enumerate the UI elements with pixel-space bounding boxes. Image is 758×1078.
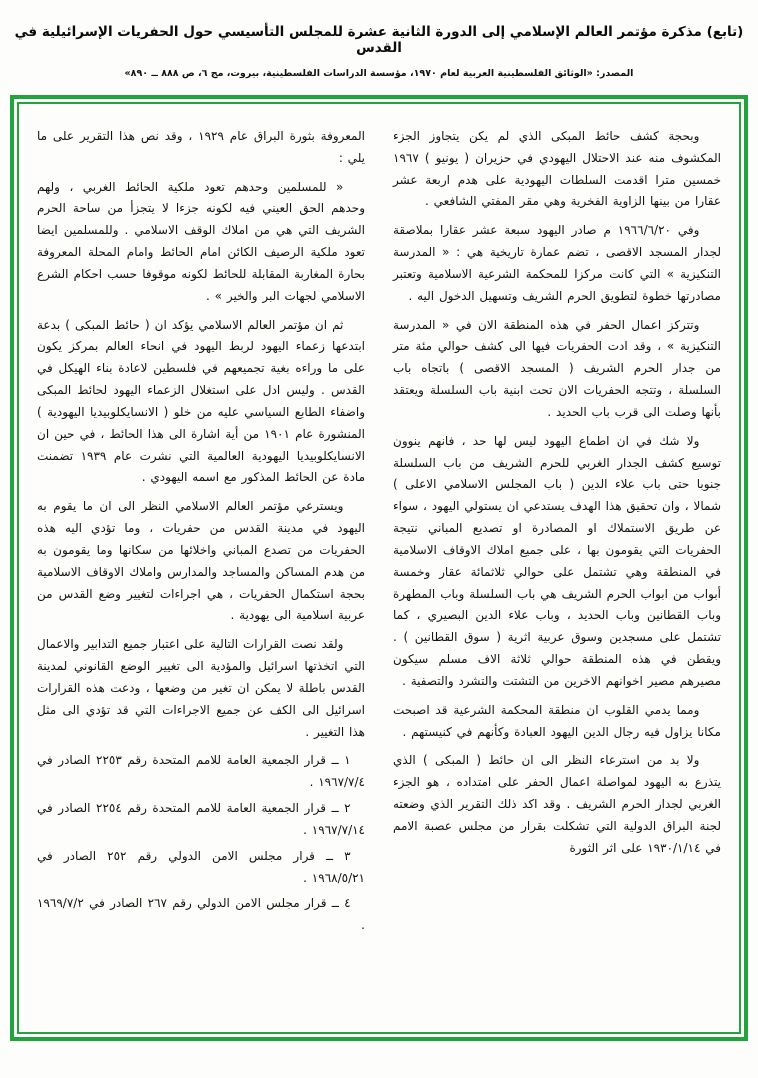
paragraph: وفي ١٩٦٦/٦/٢٠ م صادر اليهود سبعة عشر عقارا بملاصقة لجدار المسجد الاقصى ، تضم عمارة تاريخية هي : « المدرسة التنكيزية » التي كانت مركزا للمحكمة الشرعية الاسلامية وتعتبر مصادرتها خطوة لتطويق الحرم الشريف وتسهيل الدخول اليه . xyxy=(393,223,721,303)
resolution-item: ٢ ــ قرار الجمعية العامة للامم المتحدة رقم ٢٢٥٤ الصادر في ١٩٦٧/٧/١٤ . xyxy=(37,801,365,837)
paragraph: ويسترعي مؤتمر العالم الاسلامي النظر الى ان ما يقوم به اليهود في مدينة القدس من حفريات ، وما تؤدي اليه هذه الحفريات من تصدع المباني واخلائها من سكانها وما يقومون به من هدم المساكن والمساجد والمدارس واملاك الاوقاف الاسلامية بحجة استكمال الحفريات ، هي اجراءات لتغيير وضع القدس من عربية اسلامية الى يهودية . xyxy=(37,499,365,623)
column-left xyxy=(37,126,365,1016)
paragraph: ولا شك في ان اطماع اليهود ليس لها حد ، فانهم ينوون توسيع كشف الجدار الغربي للحرم الشريف من باب السلسلة جنوبا حتى باب علاء الدين ( باب المجلس الاسلامي الاعلى ) شمالا ، وان تحقيق هذا الهدف يستدعي ان يستولي اليهود ، سواء عن طريق الاستملاك او المصادرة او تصديع المباني نتيجة الحفريات التي يقومون بها ، على جميع املاك الاوقاف الاسلامية في المنطقة وهي تشتمل على حوالي ثلاثمائة عقار وخمسة أبواب من ابواب الحرم الشريف هي باب السلسلة وباب المطهرة وباب القطانين وباب الحديد ، وباب علاء الدين البصيري ، كما تشتمل على مسجدين وسوق عربية اثرية ( سوق القطانين ) . ويقطن في هذه المنطقة حوالي ثلاثة الاف مسلم سيكون مصيرهم مصير اخوانهم الاخرين من التشتت والتشرد والتصفية . xyxy=(393,433,721,688)
paragraph: ولقد نصت القرارات التالية على اعتبار جميع التدابير والاعمال التي اتخذتها اسرائيل والمؤدية الى تغيير الوضع القانوني لمدينة القدس باطلة لا يمكن ان تغير من وضعها ، ودعت هذه القرارات اسرائيل الى الكف عن جميع الاجراءات التي قد تؤدي الى مثل هذا التغيير . xyxy=(37,637,365,739)
paragraph: وبحجة كشف حائط المبكى الذي لم يكن يتجاوز الجزء المكشوف منه عند الاحتلال اليهودي في حزيران ( يونيو ) ١٩٦٧ خمسين مترا اقدمت السلطات اليهودية على هدم اربعة عشر عقارا من بينها الزاوية الفخرية وهي مقر المفتي الشافعي . xyxy=(393,129,721,209)
document-header xyxy=(0,0,758,79)
document-title: (تابع) مذكرة مؤتمر العالم الإسلامي إلى الدورة الثانية عشرة للمجلس التأسيسي حول الحفريات الإسرائيلية في القدس xyxy=(14,24,744,56)
resolution-item: ١ ــ قرار الجمعية العامة للامم المتحدة رقم ٢٢٥٣ الصادر في ١٩٦٧/٧/٤ . xyxy=(37,753,365,790)
source-citation: المصدر: «الوثائق الفلسطينية العربية لعام ١٩٧٠، مؤسسة الدراسات الفلسطينية، بيروت، مج ٦، ص ٨٨٨ ــ ٨٩٠» xyxy=(124,68,634,79)
paragraph: وتتركز اعمال الحفر في هذه المنطقة الان في « المدرسة التنكيزية » ، وقد ادت الحفريات فيها الى كشف حوالي مئة متر من جدار الحرم الشريف ( المسجد الاقصى ) باتجاه باب السلسلة ، وتتجه الحفريات الان تحت ابنية باب السلسلة ويعتقد بأنها وصلت الى قرب باب الحديد . xyxy=(393,317,721,419)
column-right xyxy=(393,126,721,1016)
paragraph: المعروفة بثورة البراق عام ١٩٢٩ ، وقد نص هذا التقرير على ما يلي : xyxy=(37,129,365,165)
resolution-item: ٤ ــ قرار مجلس الامن الدولي رقم ٢٦٧ الصادر في ١٩٦٩/٧/٢ . xyxy=(37,896,365,933)
paragraph: ثم ان مؤتمر العالم الاسلامي يؤكد ان ( حائط المبكى ) بدعة ابتدعها زعماء اليهود لربط اليهود في انحاء العالم بمركز يكون على ما وراءه بغية تجميعهم في فلسطين لاعادة بناء الهيكل في القدس . وليس ادل على استغلال الزعماء اليهود لحائط المبكى واضفاء الطابع السياسي عليه من خلو ( الانسايكلوبيديا اليهودية ) المنشورة عام ١٩٠١ من أية اشارة الى هذا الحائط ، في حين ان الانسايكلوبيديا اليهودية العالمية التي نشرت عام ١٩٣٩ تضمنت مادة عن الحائط المذكور مع اسمه اليهودي . xyxy=(37,317,365,485)
resolution-item: ٣ ــ قرار مجلس الامن الدولي رقم ٢٥٢ الصادر في ١٩٦٨/٥/٢١ . xyxy=(37,848,365,885)
paragraph: ولا بد من استرعاء النظر الى ان حائط ( المبكى ) الذي يتذرع به اليهود لمواصلة اعمال الحفر على امتداده ، هو الجزء الغربي لجدار الحرم الشريف . وقد اكد ذلك التقرير الذي وضعته لجنة البراق الدولية التي تشكلت بقرار من مجلس عصبة الامم في ١٩٣٠/١/١٤ على اثر الثورة xyxy=(393,753,721,855)
green-outer-frame xyxy=(10,95,748,1041)
green-inner-frame xyxy=(17,102,741,1034)
text-columns xyxy=(37,126,721,1016)
paragraph: « للمسلمين وحدهم تعود ملكية الحائط الغربي ، ولهم وحدهم الحق العيني فيه لكونه جزءا لا يتجزأ من ساحة الحرم الشريف التي هي من املاك الوقف الاسلامي . وللمسلمين ايضا تعود ملكية الرصيف الكائن امام الحائط وامام المحلة المعروفة بحارة المغاربة المقابلة للحائط لكونه موقوفا حسب احكام الشرع الاسلامي لجهات البر والخير » . xyxy=(37,179,365,303)
paragraph: ومما يدمي القلوب ان منطقة المحكمة الشرعية قد اصبحت مكانا يزاول فيه رجال الدين اليهود العبادة وكأنهم في كنيستهم . xyxy=(393,702,721,739)
